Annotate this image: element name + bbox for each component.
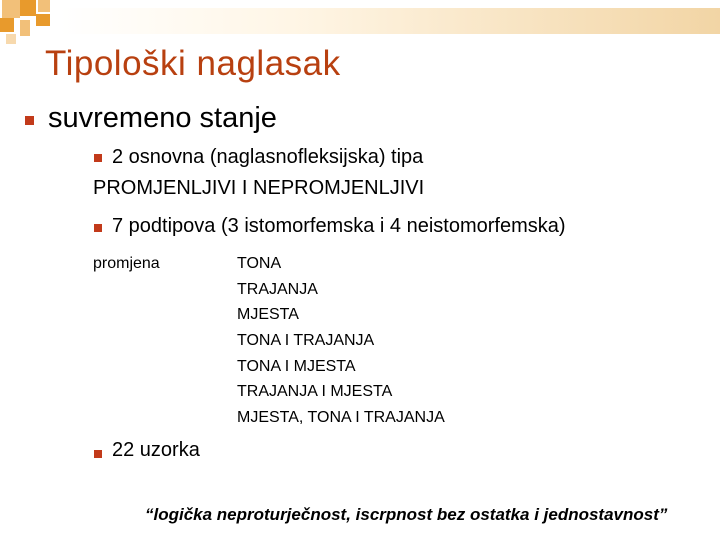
bullet-icon [25, 116, 34, 125]
decor-square [6, 34, 16, 44]
sub-bullet-uzorka: 22 uzorka [112, 439, 200, 461]
slide-title: Tipološki naglasak [45, 44, 341, 83]
sub-bullet-podtipova: 7 podtipova (3 istomorfemska i 4 neistomorfemska) [112, 215, 566, 237]
promjena-type: TRAJANJA [237, 280, 318, 298]
promjena-type: TRAJANJA I MJESTA [237, 383, 393, 401]
bullet-suvremeno-stanje: suvremeno stanje [48, 102, 277, 134]
bullet-icon [94, 224, 102, 232]
quote-text: “logička neproturječnost, iscrpnost bez ostatka i jednostavnost” [145, 505, 668, 524]
sub-bullet-tipa: 2 osnovna (naglasnofleksijska) tipa [112, 146, 424, 168]
promjena-type: MJESTA, TONA I TRAJANJA [237, 409, 445, 427]
promjena-type: TONA I MJESTA [237, 357, 356, 375]
promjena-label: promjena [93, 255, 160, 272]
promjena-type: TONA [237, 255, 282, 272]
decor-square [2, 0, 20, 18]
bullet-icon [94, 450, 102, 458]
promjena-type: TONA I TRAJANJA [237, 332, 375, 350]
decor-square [36, 14, 50, 26]
bullet-icon [94, 154, 102, 162]
promjena-types-list [237, 255, 445, 435]
promjenljivi-line: PROMJENLJIVI I NEPROMJENLJIVI [93, 177, 425, 199]
decor-square [0, 18, 14, 32]
promjena-type: MJESTA [237, 306, 299, 324]
decor-square [20, 0, 36, 16]
decor-square [20, 20, 30, 36]
header-gradient-bar [60, 8, 720, 34]
decor-square [38, 0, 50, 12]
